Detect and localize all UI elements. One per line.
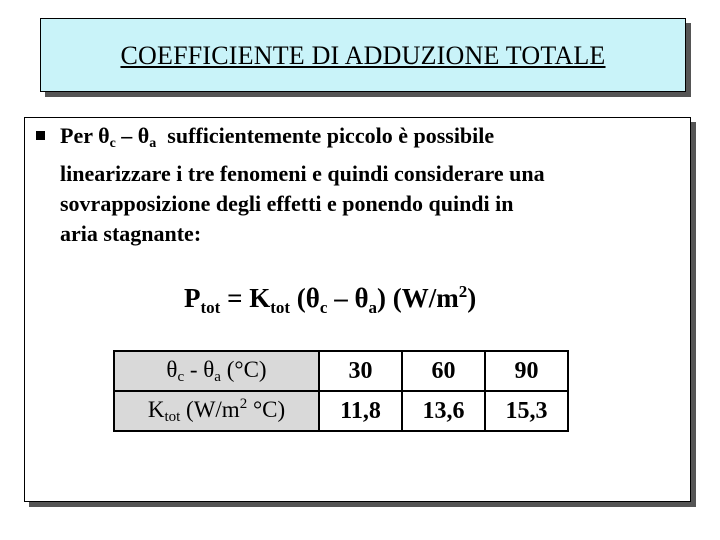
table-cell: 11,8 xyxy=(319,391,402,431)
slide-title: COEFFICIENTE DI ADDUZIONE TOTALE xyxy=(120,41,606,70)
table-cell: 60 xyxy=(402,351,485,391)
table-row xyxy=(114,391,568,431)
table-cell: 30 xyxy=(319,351,402,391)
paragraph-line-1: Per $\theta_c - \theta_a$ sufficientemente piccolo è possibile xyxy=(60,123,495,151)
formula: $P_{tot} = K_{tot}$ $(\theta_c - \theta_a)$ $(W/m^2)$ xyxy=(184,282,477,317)
data-table xyxy=(113,350,569,432)
table-cell: 15,3 xyxy=(485,391,568,431)
body-paragraph xyxy=(60,121,685,249)
paragraph-line-4: aria stagnante: xyxy=(60,221,202,246)
row-label-delta: θc - θa (°C) xyxy=(114,351,319,391)
table-row xyxy=(114,351,568,391)
row-label-k: Ktot ($W/m^2$ °C) xyxy=(114,391,319,431)
table-cell: 13,6 xyxy=(402,391,485,431)
paragraph-line-2: linearizzare i tre fenomeni e quindi considerare una xyxy=(60,161,545,186)
bullet-square-icon xyxy=(36,131,45,140)
table-cell: 90 xyxy=(485,351,568,391)
title-box xyxy=(40,18,686,92)
paragraph-line-3: sovrapposizione degli effetti e ponendo quindi in xyxy=(60,191,514,216)
